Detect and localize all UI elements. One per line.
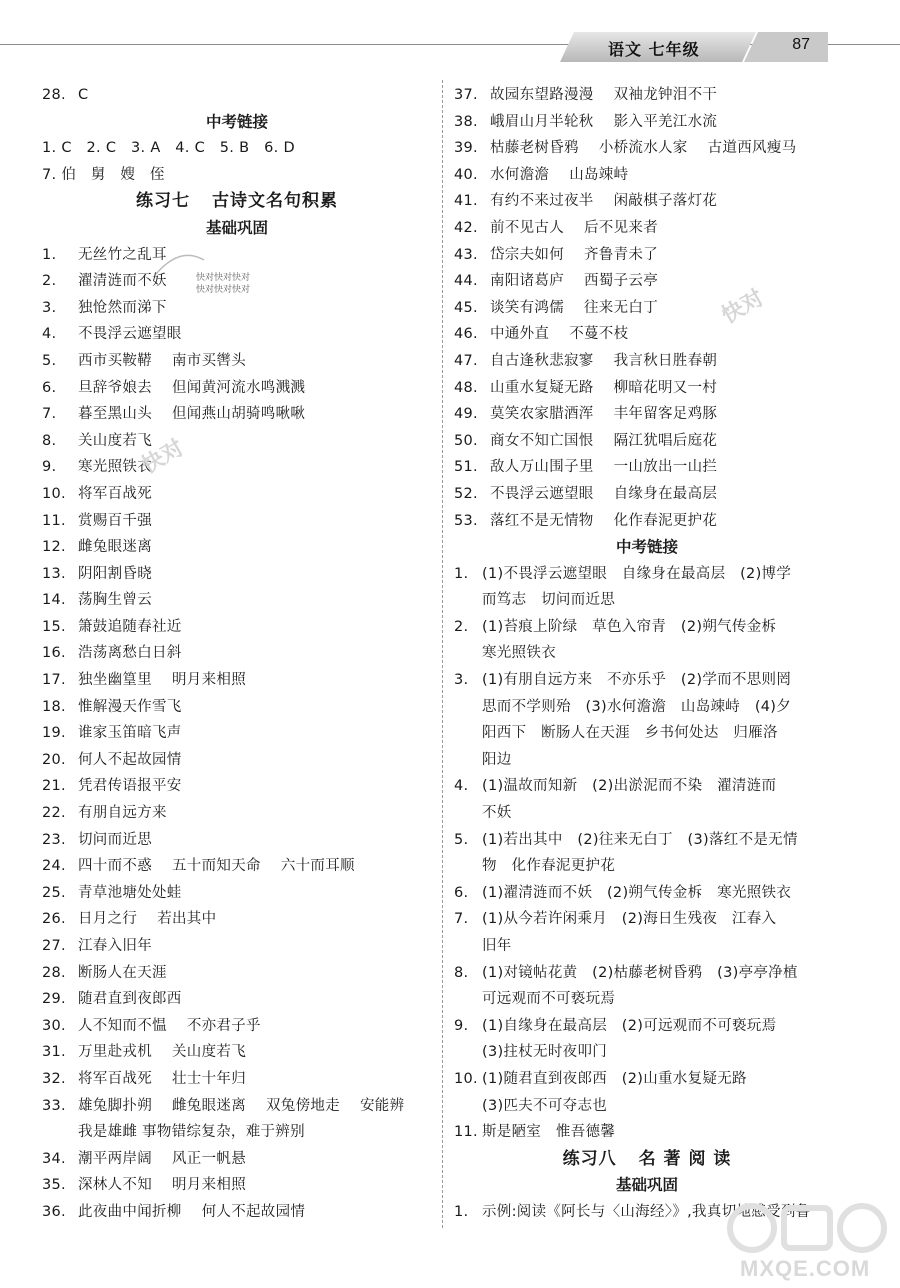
answer-text: (1)不畏浮云遮望眼 自缘身在最高层 (2)博学 bbox=[482, 565, 792, 582]
answer-text: 中通外直 bbox=[490, 326, 550, 343]
answer-text: 安能辨 bbox=[360, 1097, 405, 1114]
exercise-number: 练习七 bbox=[136, 191, 190, 212]
item-number: 6. bbox=[454, 884, 469, 901]
answer-text: 日月之行 bbox=[78, 911, 138, 928]
answer-continuation bbox=[42, 1119, 432, 1146]
right-column bbox=[454, 82, 840, 1226]
answer-text: 小桥流水人家 bbox=[598, 140, 688, 157]
answer-text: (1)随君直到夜郎西 (2)山重水复疑无路 bbox=[482, 1070, 747, 1087]
answer-item bbox=[42, 694, 432, 721]
answer-text: 何人不起故园情 bbox=[78, 751, 182, 768]
answer-text: 壮士十年归 bbox=[172, 1070, 246, 1087]
answer-line bbox=[454, 1039, 840, 1066]
answer-text: 而笃志 切问而近思 bbox=[482, 592, 616, 609]
item-number: 52. bbox=[454, 485, 478, 502]
section-heading: 中考链接 bbox=[205, 112, 268, 131]
item-number: 18. bbox=[42, 698, 66, 715]
stamp-line-1: 快对快对快对 bbox=[196, 273, 251, 283]
answer-line bbox=[454, 986, 840, 1013]
answer-item bbox=[42, 561, 432, 588]
answer-item bbox=[454, 906, 840, 959]
answer-text: 古道西风瘦马 bbox=[707, 140, 797, 157]
answer-text: 潮平两岸阔 bbox=[78, 1150, 152, 1167]
item-number: 10. bbox=[42, 485, 66, 502]
item-number: 8. bbox=[42, 432, 57, 449]
item-number: 2. bbox=[454, 618, 469, 635]
answer-text: 我言秋日胜春朝 bbox=[613, 352, 718, 369]
answer-text: 丰年留客足鸡豚 bbox=[613, 406, 718, 423]
item-number: 50. bbox=[454, 432, 478, 449]
answer-item bbox=[454, 295, 840, 322]
answer-text: 将军百战死 bbox=[78, 1070, 152, 1087]
item-number: 1. bbox=[454, 1203, 469, 1220]
item-number: 43. bbox=[454, 246, 478, 263]
answer-line bbox=[454, 640, 840, 667]
item-number: 4. bbox=[454, 778, 469, 795]
answer-text: 商女不知亡国恨 bbox=[490, 432, 594, 449]
item-number: 14. bbox=[42, 592, 66, 609]
answer-item bbox=[42, 508, 432, 535]
item-number: 36. bbox=[42, 1203, 66, 1220]
item-number: 49. bbox=[454, 406, 478, 423]
answer-item bbox=[454, 454, 840, 481]
item-number: 22. bbox=[42, 805, 66, 822]
answer-item bbox=[454, 667, 840, 773]
item-number: 1. bbox=[42, 246, 57, 263]
answer-text: (1)若出其中 (2)往来无白丁 (3)落红不是无情 bbox=[482, 831, 798, 848]
answer-line bbox=[454, 800, 840, 827]
answer-item bbox=[42, 960, 432, 987]
section-heading: 基础巩固 bbox=[615, 1176, 678, 1195]
answer-item bbox=[42, 1093, 432, 1120]
answer-item bbox=[42, 800, 432, 827]
answer-text: 山重水复疑无路 bbox=[490, 379, 594, 396]
answer-text: 断肠人在天涯 bbox=[78, 964, 167, 981]
answer-text: 此夜曲中闻折柳 bbox=[78, 1203, 182, 1220]
answer-item bbox=[42, 82, 432, 109]
answer-text: 青草池塘处处蛙 bbox=[78, 884, 182, 901]
answer-text: 旦辞爷娘去 bbox=[78, 379, 152, 396]
answer-text: 独怆然而涕下 bbox=[78, 299, 167, 316]
answer-line bbox=[454, 747, 840, 774]
item-number: 28. bbox=[42, 87, 66, 103]
answer-item bbox=[42, 880, 432, 907]
stamp-text bbox=[196, 272, 250, 296]
answer-line bbox=[454, 960, 840, 987]
item-number: 31. bbox=[42, 1044, 66, 1061]
answer-item bbox=[42, 853, 432, 880]
answer-item bbox=[454, 561, 840, 614]
item-number: 47. bbox=[454, 352, 478, 369]
answer-line bbox=[454, 1013, 840, 1040]
item-number: 33. bbox=[42, 1097, 66, 1114]
item-number: 6. bbox=[42, 379, 57, 396]
answer-text: 不蔓不枝 bbox=[569, 326, 629, 343]
answer-item bbox=[42, 773, 432, 800]
answer-item bbox=[454, 960, 840, 1013]
answer-line bbox=[454, 1119, 840, 1146]
item-number: 2. bbox=[42, 273, 57, 290]
answer-line bbox=[454, 561, 840, 588]
answer-line bbox=[454, 880, 840, 907]
answer-text: 西蜀子云亭 bbox=[584, 273, 658, 290]
column-divider bbox=[442, 80, 443, 1228]
answer-line bbox=[454, 614, 840, 641]
answer-item bbox=[42, 454, 432, 481]
answer-text: 岱宗夫如何 bbox=[490, 246, 564, 263]
page-number: 87 bbox=[792, 36, 810, 53]
stamp-line-2: 快对快对快对 bbox=[196, 285, 251, 295]
item-number: 15. bbox=[42, 618, 66, 635]
answer-text: 雄兔脚扑朔 bbox=[78, 1097, 152, 1114]
answer-text: 影入平羌江水流 bbox=[613, 113, 718, 130]
exercise-name: 古诗文名句积累 bbox=[212, 191, 338, 212]
answer-text: 阴阳割昏晓 bbox=[78, 565, 152, 582]
answer-item bbox=[454, 880, 840, 907]
answer-text: (1)从今若许闲乘月 (2)海日生残夜 江春入 bbox=[482, 911, 777, 928]
answer-item bbox=[454, 827, 840, 880]
watermark: 快对 bbox=[717, 285, 769, 330]
item-number: 16. bbox=[42, 645, 66, 662]
answer-text: 无丝竹之乱耳 bbox=[78, 246, 167, 263]
answer-text: (1)对镜帖花黄 (2)枯藤老树昏鸦 (3)亭亭净植 bbox=[482, 964, 798, 981]
answer-text: 后不见来者 bbox=[584, 219, 658, 236]
item-number: 46. bbox=[454, 326, 478, 343]
left-column bbox=[42, 82, 432, 1226]
answer-text: 阳边 bbox=[482, 751, 512, 768]
item-number: 9. bbox=[454, 1017, 469, 1034]
answer-item bbox=[454, 481, 840, 508]
answer-item bbox=[454, 188, 840, 215]
answer-item bbox=[42, 587, 432, 614]
corner-logo-text: MXQE.COM bbox=[740, 1256, 871, 1281]
answer-text: 旧年 bbox=[482, 938, 512, 954]
answer-text: 明月来相照 bbox=[172, 672, 246, 689]
answer-item bbox=[42, 1013, 432, 1040]
answer-text: 南市买辔头 bbox=[172, 352, 246, 369]
answer-item bbox=[42, 375, 432, 402]
answer-item bbox=[454, 242, 840, 269]
answer-text: 万里赴戎机 bbox=[78, 1044, 152, 1061]
answer-item bbox=[42, 906, 432, 933]
answer-text: 浩荡离愁白日斜 bbox=[78, 645, 182, 662]
answer-line bbox=[454, 853, 840, 880]
item-number: 24. bbox=[42, 858, 66, 875]
answer-text: 自缘身在最高层 bbox=[613, 485, 718, 502]
item-number: 25. bbox=[42, 884, 66, 901]
exercise-title bbox=[454, 1146, 840, 1173]
exercise-name: 名 著 阅 读 bbox=[638, 1148, 732, 1169]
watermark: 快对 bbox=[137, 435, 189, 480]
answer-text: 齐鲁青未了 bbox=[584, 246, 658, 263]
item-number: 5. bbox=[42, 352, 57, 369]
answer-item bbox=[454, 1119, 840, 1146]
answer-text: 西市买鞍鞯 bbox=[78, 352, 152, 369]
item-number: 7. bbox=[42, 406, 57, 423]
item-number: 11. bbox=[42, 512, 66, 529]
answer-text: 但闻燕山胡骑鸣啾啾 bbox=[172, 406, 306, 423]
answer-text: 阳西下 断肠人在天涯 乡书何处达 归雁洛 bbox=[482, 725, 778, 742]
item-number: 3. bbox=[454, 672, 469, 689]
answer-item bbox=[454, 215, 840, 242]
answer-text: 何人不起故园情 bbox=[201, 1203, 306, 1220]
item-number: 45. bbox=[454, 299, 478, 316]
item-number: 44. bbox=[454, 273, 478, 290]
answer-text: 雌兔眼迷离 bbox=[78, 539, 152, 556]
answer-text: 有朋自远方来 bbox=[78, 805, 167, 822]
answer-line bbox=[454, 906, 840, 933]
answer-text: 柳暗花明又一村 bbox=[613, 379, 718, 396]
answer-item bbox=[42, 1146, 432, 1173]
answer-text: 随君直到夜郎西 bbox=[78, 991, 182, 1008]
answer-text: 我是雄雌 事物错综复杂，难于辨别 bbox=[78, 1124, 305, 1141]
answer-item bbox=[42, 747, 432, 774]
answer-item bbox=[42, 640, 432, 667]
answer-text: 明月来相照 bbox=[172, 1177, 246, 1194]
answer-text: 双袖龙钟泪不干 bbox=[613, 87, 718, 103]
answer-item bbox=[42, 321, 432, 348]
item-number: 39. bbox=[454, 140, 478, 157]
answer-item bbox=[42, 933, 432, 960]
answer-item bbox=[42, 348, 432, 375]
answer-item bbox=[42, 986, 432, 1013]
answer-item bbox=[42, 401, 432, 428]
exercise-number: 练习八 bbox=[562, 1148, 617, 1169]
answer-line bbox=[454, 827, 840, 854]
answer-item bbox=[42, 614, 432, 641]
answer-text: 寒光照铁衣 bbox=[482, 645, 556, 662]
answer-line bbox=[454, 667, 840, 694]
answer-text: 关山度若飞 bbox=[172, 1044, 246, 1061]
item-number: 23. bbox=[42, 831, 66, 848]
item-number: 11. bbox=[454, 1124, 478, 1141]
answer-text: 隔江犹唱后庭花 bbox=[613, 432, 718, 449]
answer-item bbox=[454, 1013, 840, 1066]
answer-item bbox=[454, 162, 840, 189]
answer-text: (1)温故而知新 (2)出淤泥而不染 濯清涟而 bbox=[482, 778, 777, 795]
answer-text: 谁家玉笛暗飞声 bbox=[78, 725, 182, 742]
answer-text: 寒光照铁衣 bbox=[78, 459, 152, 476]
answer-text: 关山度若飞 bbox=[78, 432, 152, 449]
answer-text: 凭君传语报平安 bbox=[78, 778, 182, 795]
answer-item bbox=[454, 109, 840, 136]
answer-text: (1)苔痕上阶绿 草色入帘青 (2)朔气传金柝 bbox=[482, 618, 777, 635]
answer-text: 六十而耳顺 bbox=[280, 858, 355, 875]
item-number: 1. bbox=[454, 565, 469, 582]
item-number: 10. bbox=[454, 1070, 478, 1087]
answer-text: 将军百战死 bbox=[78, 485, 152, 502]
item-number: 7. bbox=[454, 911, 469, 928]
answer-item bbox=[454, 773, 840, 826]
answer-item bbox=[454, 268, 840, 295]
answer-text: 往来无白丁 bbox=[584, 299, 658, 316]
answer-item bbox=[42, 1039, 432, 1066]
answer-text: (1)自缘身在最高层 (2)可远观而不可亵玩焉 bbox=[482, 1017, 777, 1034]
answer-text: 可远观而不可亵玩焉 bbox=[482, 991, 616, 1008]
answer-text: 前不见古人 bbox=[490, 219, 564, 236]
answer-line bbox=[454, 694, 840, 721]
item-number: 9. bbox=[42, 459, 57, 476]
answer-text: 赏赐百千强 bbox=[78, 512, 152, 529]
answer-text: 濯清涟而不妖 bbox=[78, 273, 167, 290]
item-number: 3. bbox=[42, 299, 57, 316]
answer-text: 一山放出一山拦 bbox=[613, 459, 718, 476]
answer-item bbox=[42, 667, 432, 694]
answer-item bbox=[454, 348, 840, 375]
answer-text: 物 化作春泥更护花 bbox=[482, 858, 616, 875]
answer-text: 双兔傍地走 bbox=[266, 1097, 340, 1114]
item-number: 20. bbox=[42, 751, 66, 768]
answer-text: 暮至黑山头 bbox=[78, 406, 152, 423]
item-number: 37. bbox=[454, 87, 478, 103]
answer-text: 山岛竦峙 bbox=[569, 166, 629, 183]
item-number: 34. bbox=[42, 1150, 66, 1167]
item-number: 32. bbox=[42, 1070, 66, 1087]
item-number: 38. bbox=[454, 113, 478, 130]
answer-text: 风正一帆悬 bbox=[172, 1150, 246, 1167]
answer-item bbox=[454, 508, 840, 535]
item-number: 4. bbox=[42, 326, 57, 343]
answer-item bbox=[42, 481, 432, 508]
item-number: 48. bbox=[454, 379, 478, 396]
item-number: 26. bbox=[42, 911, 66, 928]
answer-item bbox=[454, 135, 840, 162]
answer-text: 化作春泥更护花 bbox=[613, 512, 718, 529]
answer-item bbox=[454, 428, 840, 455]
answer-text: 思而不学则殆 (3)水何澹澹 山岛竦峙 (4)夕 bbox=[482, 698, 792, 715]
answer-text: 谈笑有鸿儒 bbox=[490, 299, 564, 316]
answer-text: 深林人不知 bbox=[78, 1177, 152, 1194]
answer-line bbox=[454, 773, 840, 800]
item-number: 27. bbox=[42, 938, 66, 954]
answer-text: 惟解漫天作雪飞 bbox=[78, 698, 182, 715]
answer-text: C bbox=[78, 87, 89, 103]
answer-row: 7. 伯 舅 嫂 侄 bbox=[42, 166, 165, 183]
answer-text: 枯藤老树昏鸦 bbox=[490, 140, 579, 157]
item-number: 29. bbox=[42, 991, 66, 1008]
answer-text: 闲敲棋子落灯花 bbox=[613, 193, 718, 210]
exercise-title bbox=[42, 188, 432, 215]
item-number: 19. bbox=[42, 725, 66, 742]
item-number: 17. bbox=[42, 672, 66, 689]
item-number: 35. bbox=[42, 1177, 66, 1194]
answer-item bbox=[454, 321, 840, 348]
answer-text: 不畏浮云遮望眼 bbox=[78, 326, 182, 343]
answer-text: 切问而近思 bbox=[78, 831, 152, 848]
answer-text: 故园东望路漫漫 bbox=[490, 87, 594, 103]
answer-item bbox=[42, 1199, 432, 1226]
answer-text: 敌人万山围子里 bbox=[490, 459, 594, 476]
item-number: 51. bbox=[454, 459, 478, 476]
item-number: 41. bbox=[454, 193, 478, 210]
answer-text: (1)濯清涟而不妖 (2)朔气传金柝 寒光照铁衣 bbox=[482, 884, 792, 901]
answer-text: 荡胸生曾云 bbox=[78, 592, 152, 609]
answer-item bbox=[42, 720, 432, 747]
header-tab bbox=[560, 32, 828, 62]
answer-line bbox=[454, 933, 840, 960]
section-heading: 中考链接 bbox=[615, 538, 678, 557]
answer-item bbox=[454, 401, 840, 428]
item-number: 28. bbox=[42, 964, 66, 981]
answer-item bbox=[454, 614, 840, 667]
answer-line bbox=[454, 720, 840, 747]
answer-text: 峨眉山月半轮秋 bbox=[490, 113, 594, 130]
answer-text: (3)拄杖无时夜叩门 bbox=[482, 1044, 608, 1061]
answer-item bbox=[42, 295, 432, 322]
answer-text: 不妖 bbox=[482, 805, 512, 822]
answer-line bbox=[454, 587, 840, 614]
answer-text: 有约不来过夜半 bbox=[490, 193, 594, 210]
item-number: 8. bbox=[454, 964, 469, 981]
answer-item bbox=[454, 375, 840, 402]
answer-text: 人不知而不愠 bbox=[78, 1017, 167, 1034]
answer-text: 落红不是无情物 bbox=[490, 512, 594, 529]
answer-text: 五十而知天命 bbox=[172, 858, 261, 875]
answer-item bbox=[42, 534, 432, 561]
answer-text: 南阳诸葛庐 bbox=[490, 273, 564, 290]
answer-item bbox=[42, 428, 432, 455]
item-number: 42. bbox=[454, 219, 478, 236]
answer-text: 自古逢秋悲寂寥 bbox=[490, 352, 594, 369]
answer-text: 四十而不惑 bbox=[78, 858, 152, 875]
item-number: 40. bbox=[454, 166, 478, 183]
answer-text: 斯是陋室 惟吾德馨 bbox=[482, 1124, 616, 1141]
section-heading: 基础巩固 bbox=[205, 218, 268, 237]
answer-text: 箫鼓追随春社近 bbox=[78, 618, 182, 635]
answer-text: 雌兔眼迷离 bbox=[172, 1097, 246, 1114]
item-number: 5. bbox=[454, 831, 469, 848]
answer-text: 若出其中 bbox=[157, 911, 217, 928]
answer-line bbox=[454, 1066, 840, 1093]
answer-text: 示例:阅读《阿长与〈山海经〉》,我真切地感受到鲁 bbox=[482, 1203, 811, 1220]
answer-text: (1)有朋自远方来 不亦乐乎 (2)学而不思则罔 bbox=[482, 672, 792, 689]
answer-line bbox=[454, 1093, 840, 1120]
answer-text: 水何澹澹 bbox=[490, 166, 550, 183]
answer-item bbox=[454, 82, 840, 109]
answer-item bbox=[42, 827, 432, 854]
answer-item bbox=[454, 1066, 840, 1119]
item-number: 12. bbox=[42, 539, 66, 556]
answer-text: (3)匹夫不可夺志也 bbox=[482, 1097, 608, 1114]
answer-text: 不畏浮云遮望眼 bbox=[490, 485, 594, 502]
answer-item bbox=[42, 1172, 432, 1199]
item-number: 53. bbox=[454, 512, 478, 529]
item-number: 21. bbox=[42, 778, 66, 795]
answer-item bbox=[42, 242, 432, 269]
answer-item bbox=[42, 1066, 432, 1093]
answer-text: 不亦君子乎 bbox=[186, 1017, 261, 1034]
answer-text: 但闻黄河流水鸣溅溅 bbox=[172, 379, 306, 396]
answer-text: 江春入旧年 bbox=[78, 938, 152, 954]
answer-row: 1. C 2. C 3. A 4. C 5. B 6. D bbox=[42, 140, 295, 157]
header-subject: 语文 七年级 bbox=[608, 40, 700, 59]
item-number: 30. bbox=[42, 1017, 66, 1034]
answer-text: 莫笑农家腊酒浑 bbox=[490, 406, 594, 423]
answer-text: 独坐幽篁里 bbox=[78, 672, 152, 689]
item-number: 13. bbox=[42, 565, 66, 582]
